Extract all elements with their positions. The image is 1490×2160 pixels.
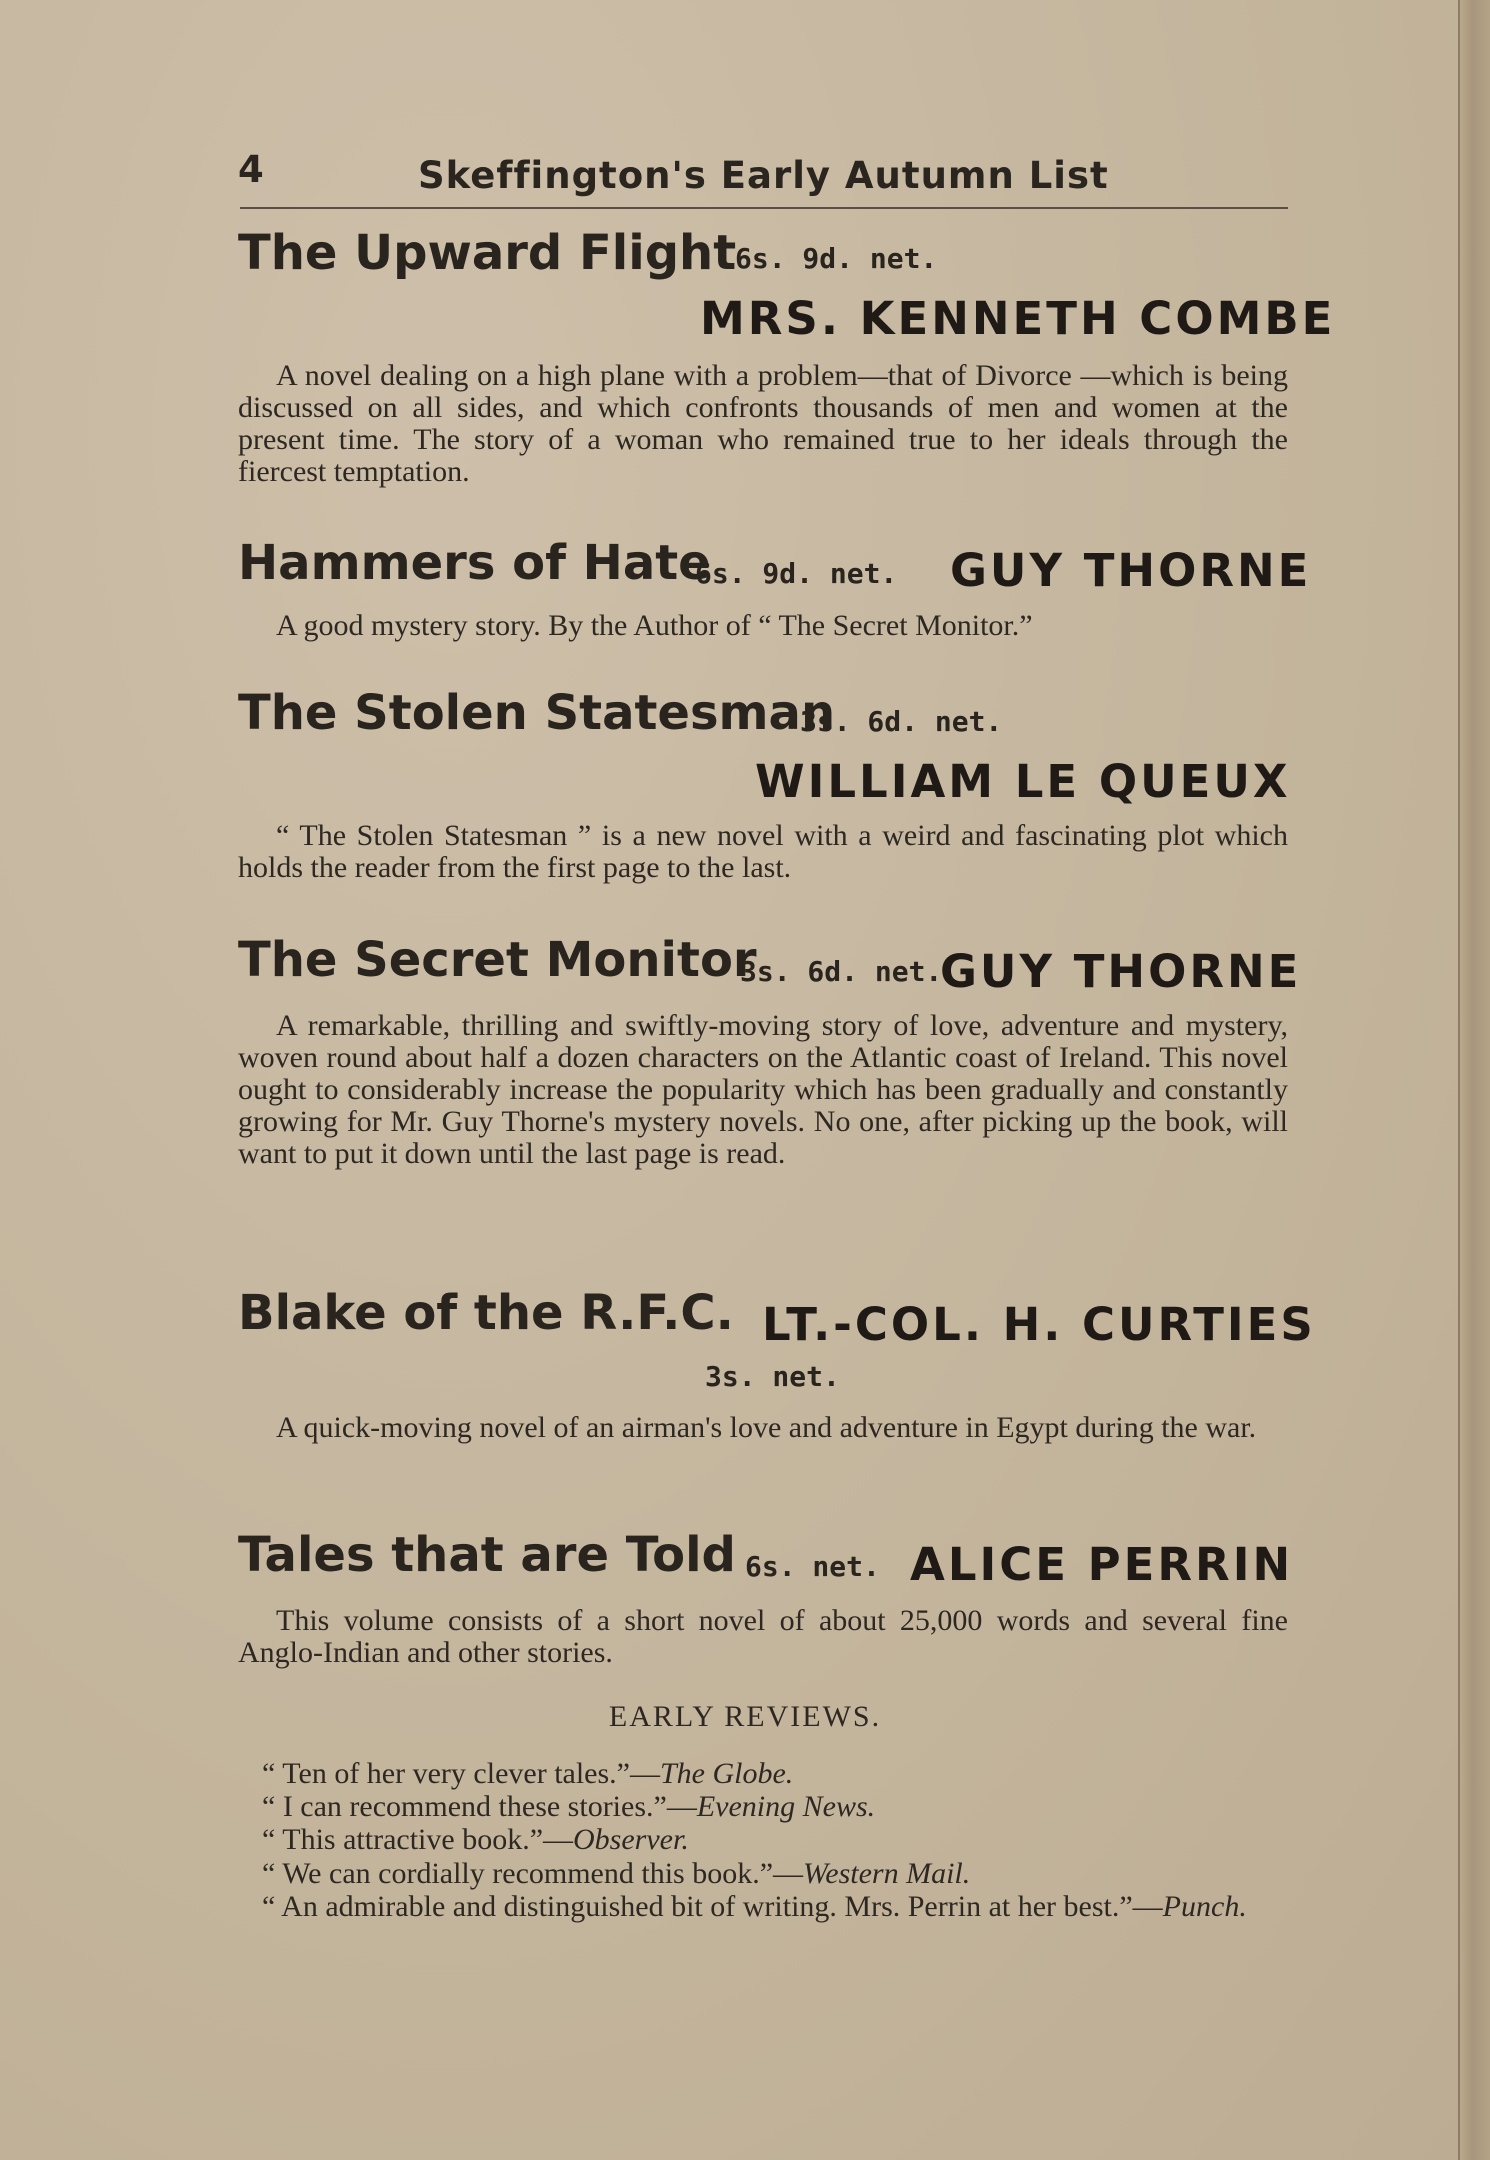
book-author: WILLIAM LE QUEUX [755, 755, 1291, 808]
review-source: Punch. [1162, 1890, 1247, 1923]
book-author: GUY THORNE [940, 945, 1302, 998]
review-item [262, 1790, 875, 1824]
header-rule [240, 207, 1288, 209]
book-author: LT.-COL. H. CURTIES [762, 1298, 1316, 1351]
page-number: 4 [238, 148, 264, 191]
book-price: 3s. 6d. net. [800, 705, 1003, 738]
review-source: Evening News. [696, 1790, 876, 1823]
book-title: Tales that are Told [238, 1527, 736, 1583]
review-item [262, 1823, 689, 1857]
page-header [238, 148, 1288, 208]
review-quote: “ We can cordially recommend this book.”— [262, 1857, 804, 1890]
book-author: MRS. KENNETH COMBE [700, 292, 1336, 345]
review-item [262, 1857, 970, 1891]
book-description: A remarkable, thrilling and swiftly-moving story of love, adventure and mystery, woven round about half a dozen characters on the Atlantic coast of Ireland. This novel ought to considerably increase the popularity which has been gradually and constantly growing for Mr. Guy Thorne's mystery novels. No one, after picking up the book, will want to put it down until the last page is read. [238, 1009, 1288, 1170]
review-quote: “ This attractive book.”— [262, 1823, 574, 1856]
review-quote: “ An admirable and distinguished bit of writing. Mrs. Perrin at her best.”— [262, 1890, 1163, 1923]
review-item [262, 1757, 793, 1791]
book-description: This volume consists of a short novel of about 25,000 words and several fine Anglo-Indian and other stories. [238, 1604, 1288, 1669]
book-price: 6s. net. [745, 1550, 880, 1583]
review-source: Observer. [573, 1823, 689, 1856]
review-quote: “ Ten of her very clever tales.”— [262, 1757, 660, 1790]
review-quote: “ I can recommend these stories.”— [262, 1790, 697, 1823]
book-author: ALICE PERRIN [910, 1538, 1294, 1591]
book-description: “ The Stolen Statesman ” is a new novel with a weird and fascinating plot which holds the reader from the first page to the last. [238, 819, 1288, 884]
book-author: GUY THORNE [950, 544, 1312, 597]
book-title: The Upward Flight [238, 225, 737, 281]
book-title: The Secret Monitor [238, 932, 757, 988]
book-description: A novel dealing on a high plane with a problem—that of Divorce —which is being discussed on all sides, and which confronts thousands of men and women at the present time. The story of a woman who remained true to her ideals through the fiercest temptation. [238, 359, 1288, 488]
book-price: 6s. 9d. net. [695, 557, 898, 590]
review-item [238, 1891, 1288, 1923]
book-description: A good mystery story. By the Author of “ The Secret Monitor.” [276, 609, 1033, 642]
running-title: Skeffington's Early Autumn List [418, 154, 1109, 197]
reviews-heading: EARLY REVIEWS. [608, 1700, 882, 1733]
book-title: Blake of the R.F.C. [238, 1285, 734, 1341]
review-source: The Globe. [659, 1757, 794, 1790]
book-price: 6s. 9d. net. [735, 242, 938, 275]
book-price: 3s. 6d. net. [740, 955, 943, 988]
page-edge [1458, 0, 1490, 2160]
book-description: A quick-moving novel of an airman's love and adventure in Egypt during the war. [276, 1411, 1257, 1444]
book-title: Hammers of Hate [238, 535, 711, 591]
review-source: Western Mail. [803, 1857, 971, 1890]
book-title: The Stolen Statesman [238, 685, 836, 741]
book-price: 3s. net. [705, 1360, 840, 1393]
